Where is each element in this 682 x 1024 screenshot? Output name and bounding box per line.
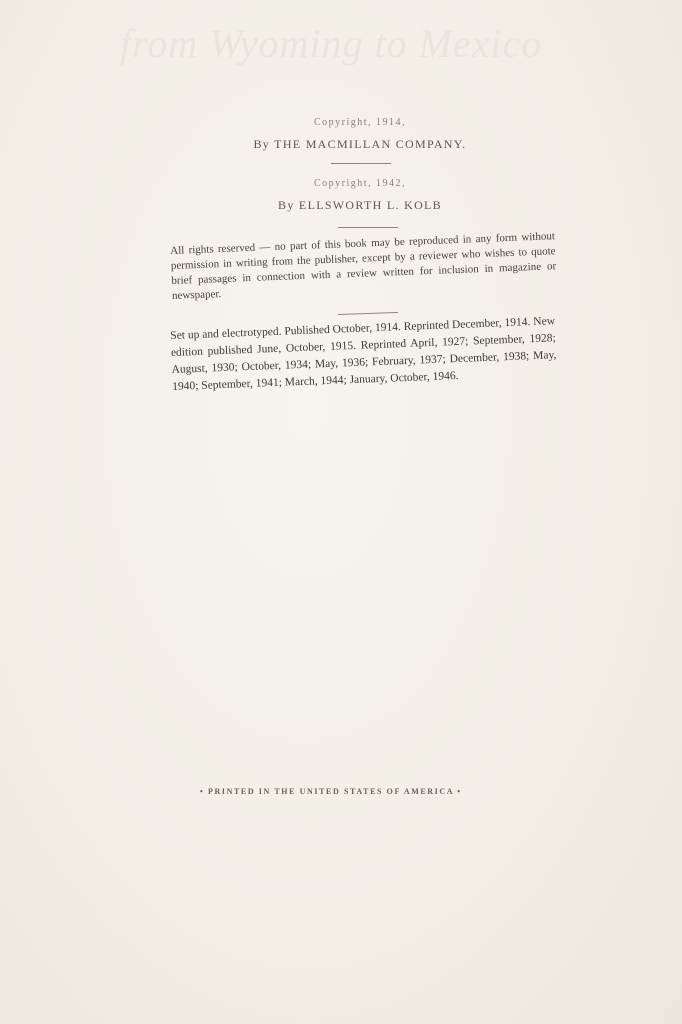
copyright-1914-holder: By THE MACMILLAN COMPANY. <box>253 137 467 151</box>
rights-notice: All rights reserved — no part of this book may be reproduced in any form without permission in writing from the publisher, except by a reviewer who wishes to quote brief passages in connection with a review written for inclusion in magazine or newspaper. <box>170 230 557 302</box>
divider-rule-3 <box>338 312 398 315</box>
printing-history: Set up and electrotyped. Published October, 1914. Reprinted December, 1914. New edition published June, October, 1915. Reprinted April, 1927; September, 1928; August, 1930; October, 1934; May, 1936; February, 1937; December, 1938; May, 1940; September, 1941; March, 1944; January, October, 1946. <box>170 315 557 393</box>
copyright-1942-line: Copyright, 1942, <box>313 178 407 189</box>
copyright-1914-line: Copyright, 1914, <box>313 117 407 128</box>
copyright-1942-holder: By ELLSWORTH L. KOLB <box>278 198 442 212</box>
divider-rule-1 <box>331 163 391 164</box>
bleed-through-text: from Wyoming to Mexico <box>120 21 543 66</box>
printed-in-usa-line: • PRINTED IN THE UNITED STATES OF AMERICA • <box>200 787 462 796</box>
divider-rule-2 <box>338 227 398 228</box>
